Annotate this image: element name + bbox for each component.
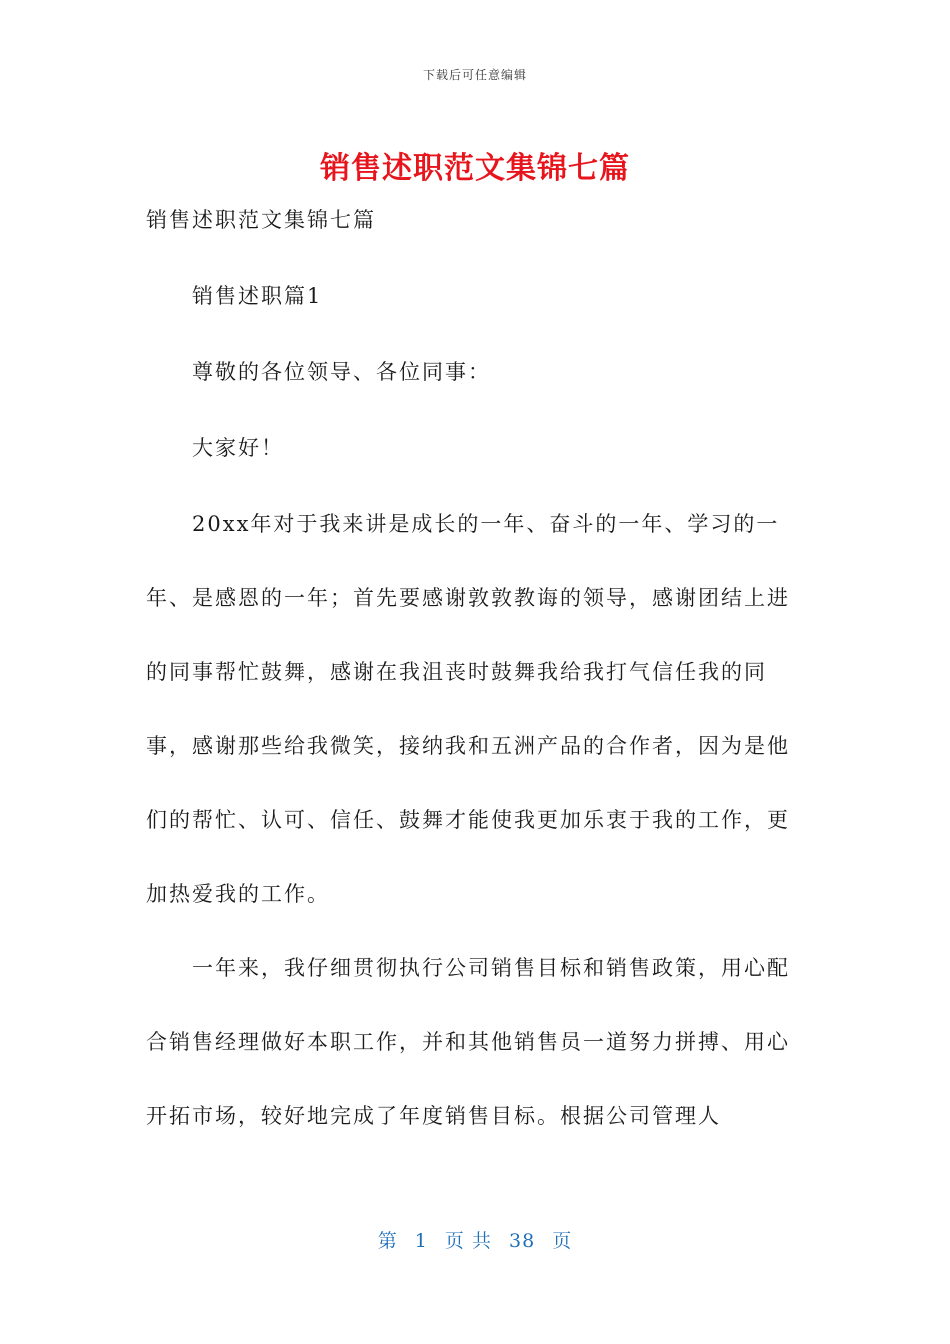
page-label-prefix: 第 bbox=[377, 1230, 398, 1252]
document-title: 销售述职范文集锦七篇 bbox=[320, 151, 630, 186]
header-note: 下载后可任意编辑 bbox=[422, 68, 527, 82]
greeting: 大家好！ bbox=[192, 436, 284, 460]
total-page-count: 38 bbox=[509, 1230, 536, 1252]
current-page-number: 1 bbox=[414, 1230, 428, 1252]
page-label-middle: 页 共 bbox=[444, 1230, 492, 1252]
document-subtitle: 销售述职范文集锦七篇 bbox=[146, 208, 376, 232]
page-label-suffix: 页 bbox=[552, 1230, 573, 1252]
section-heading: 销售述职篇1 bbox=[192, 284, 323, 308]
page-footer bbox=[0, 1226, 950, 1253]
document-body bbox=[146, 202, 796, 1153]
body-paragraph: 20xx年对于我来讲是成长的一年、奋斗的一年、学习的一年、是感恩的一年；首先要感谢敦敦教诲的领导，感谢团结上进的同事帮忙鼓舞，感谢在我沮丧时鼓舞我给我打气信任我的同事，感谢那些给我微笑，接纳我和五洲产品的合作者，因为是他们的帮忙、认可、信任、鼓舞才能使我更加乐衷于我的工作，更加热爱我的工作。 bbox=[146, 512, 790, 906]
body-paragraph: 一年来，我仔细贯彻执行公司销售目标和销售政策，用心配合销售经理做好本职工作，并和其他销售员一道努力拼搏、用心开拓市场，较好地完成了年度销售目标。根据公司管理人 bbox=[146, 956, 790, 1128]
salutation: 尊敬的各位领导、各位同事： bbox=[192, 360, 491, 384]
